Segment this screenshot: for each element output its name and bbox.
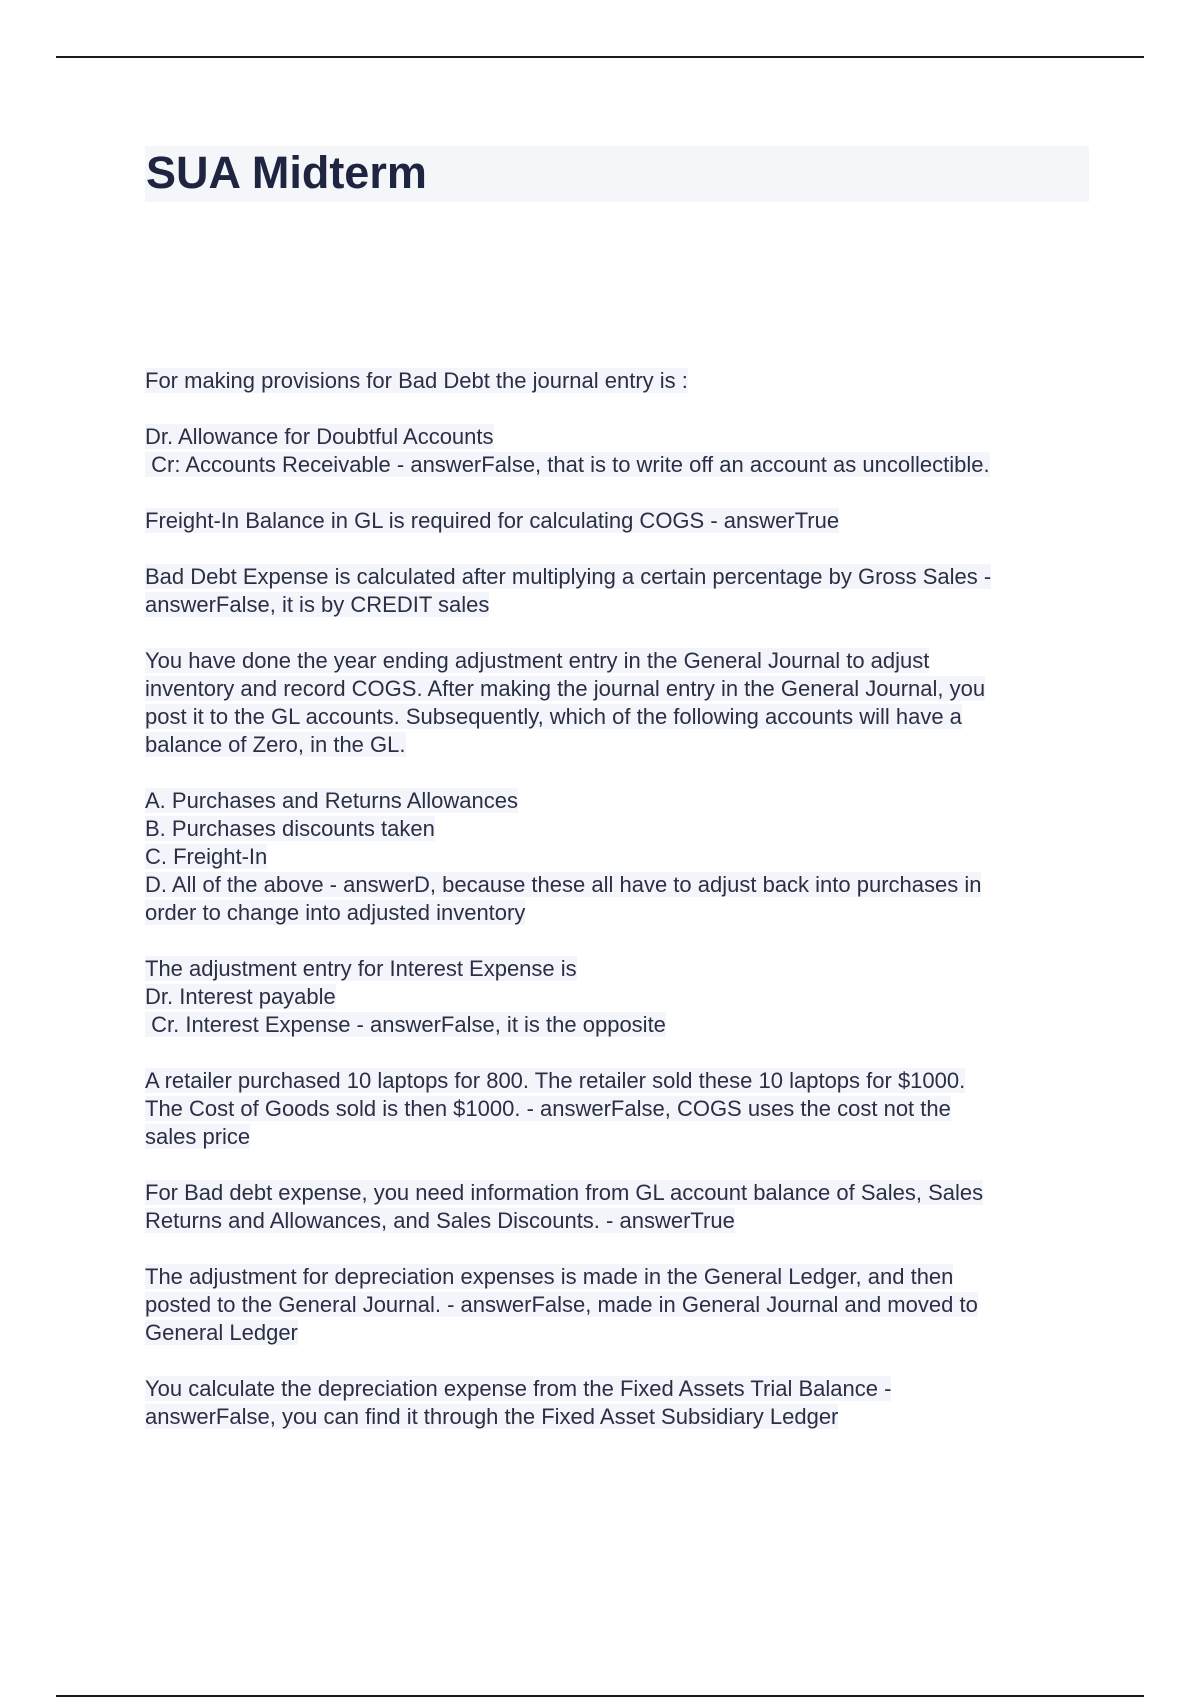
text-line-content: Dr. Allowance for Doubtful Accounts: [145, 424, 494, 449]
text-line: [145, 983, 1105, 1011]
text-line: [145, 1179, 1105, 1207]
text-line-content: Cr. Interest Expense - answerFalse, it is the opposite: [145, 1012, 666, 1037]
text-line: [145, 1291, 1105, 1319]
qa-block: [145, 563, 1105, 619]
text-line: [145, 871, 1105, 899]
text-line: [145, 899, 1105, 927]
text-line: [145, 507, 1105, 535]
text-line-content: Returns and Allowances, and Sales Discounts. - answerTrue: [145, 1208, 735, 1233]
text-line: [145, 1095, 1105, 1123]
text-line: [145, 703, 1105, 731]
text-line: [145, 563, 1105, 591]
text-line-content: You calculate the depreciation expense from the Fixed Assets Trial Balance -: [145, 1376, 892, 1401]
text-line: [145, 787, 1105, 815]
text-line-content: answerFalse, you can find it through the Fixed Asset Subsidiary Ledger: [145, 1404, 839, 1429]
text-line: [145, 451, 1105, 479]
qa-block: [145, 787, 1105, 927]
text-line-content: C. Freight-In: [145, 844, 268, 869]
text-line: [145, 423, 1105, 451]
text-line-content: order to change into adjusted inventory: [145, 900, 526, 925]
text-line-content: For making provisions for Bad Debt the journal entry is :: [145, 368, 688, 393]
text-line: [145, 1011, 1105, 1039]
text-line-content: Freight-In Balance in GL is required for calculating COGS - answerTrue: [145, 508, 840, 533]
text-line-content: answerFalse, it is by CREDIT sales: [145, 592, 490, 617]
text-line-content: A retailer purchased 10 laptops for 800. The retailer sold these 10 laptops for $1000.: [145, 1068, 966, 1093]
text-line-content: Dr. Interest payable: [145, 984, 336, 1009]
text-line: [145, 1263, 1105, 1291]
text-line: [145, 591, 1105, 619]
text-line: [145, 1123, 1105, 1151]
text-line: [145, 1067, 1105, 1095]
text-line: [145, 731, 1105, 759]
text-line: [145, 843, 1105, 871]
text-line: [145, 955, 1105, 983]
text-line-content: B. Purchases discounts taken: [145, 816, 435, 841]
text-line-content: post it to the GL accounts. Subsequently, which of the following accounts will have a: [145, 704, 962, 729]
text-line-content: The adjustment entry for Interest Expense is: [145, 956, 577, 981]
text-line-content: A. Purchases and Returns Allowances: [145, 788, 518, 813]
text-line-content: inventory and record COGS. After making the journal entry in the General Journal, you: [145, 676, 986, 701]
qa-block: [145, 955, 1105, 1039]
qa-block: [145, 1067, 1105, 1151]
qa-block: [145, 1179, 1105, 1235]
qa-block: [145, 423, 1105, 479]
text-line-content: balance of Zero, in the GL.: [145, 732, 406, 757]
text-line-content: General Ledger: [145, 1320, 298, 1345]
text-line-content: Cr: Accounts Receivable - answerFalse, that is to write off an account as uncollectible.: [145, 452, 990, 477]
text-line-content: Bad Debt Expense is calculated after multiplying a certain percentage by Gross Sales -: [145, 564, 992, 589]
qa-block: [145, 507, 1105, 535]
document-body: [145, 367, 1105, 1459]
text-line-content: The adjustment for depreciation expenses is made in the General Ledger, and then: [145, 1264, 954, 1289]
text-line: [145, 1207, 1105, 1235]
bottom-rule: [56, 1695, 1144, 1697]
text-line: [145, 647, 1105, 675]
text-line: [145, 1403, 1105, 1431]
text-line: [145, 1319, 1105, 1347]
text-line: [145, 815, 1105, 843]
top-rule: [56, 56, 1144, 58]
text-line-content: For Bad debt expense, you need information from GL account balance of Sales, Sales: [145, 1180, 984, 1205]
qa-block: [145, 1263, 1105, 1347]
qa-block: [145, 647, 1105, 759]
page-title: SUA Midterm: [146, 147, 427, 198]
qa-block: [145, 367, 1105, 395]
text-line: [145, 1375, 1105, 1403]
text-line-content: posted to the General Journal. - answerFalse, made in General Journal and moved to: [145, 1292, 978, 1317]
text-line-content: You have done the year ending adjustment entry in the General Journal to adjust: [145, 648, 930, 673]
text-line-content: sales price: [145, 1124, 251, 1149]
text-line-content: D. All of the above - answerD, because these all have to adjust back into purchases in: [145, 872, 982, 897]
qa-block: [145, 1375, 1105, 1431]
text-line-content: The Cost of Goods sold is then $1000. - answerFalse, COGS uses the cost not the: [145, 1096, 951, 1121]
text-line: [145, 675, 1105, 703]
text-line: [145, 367, 1105, 395]
